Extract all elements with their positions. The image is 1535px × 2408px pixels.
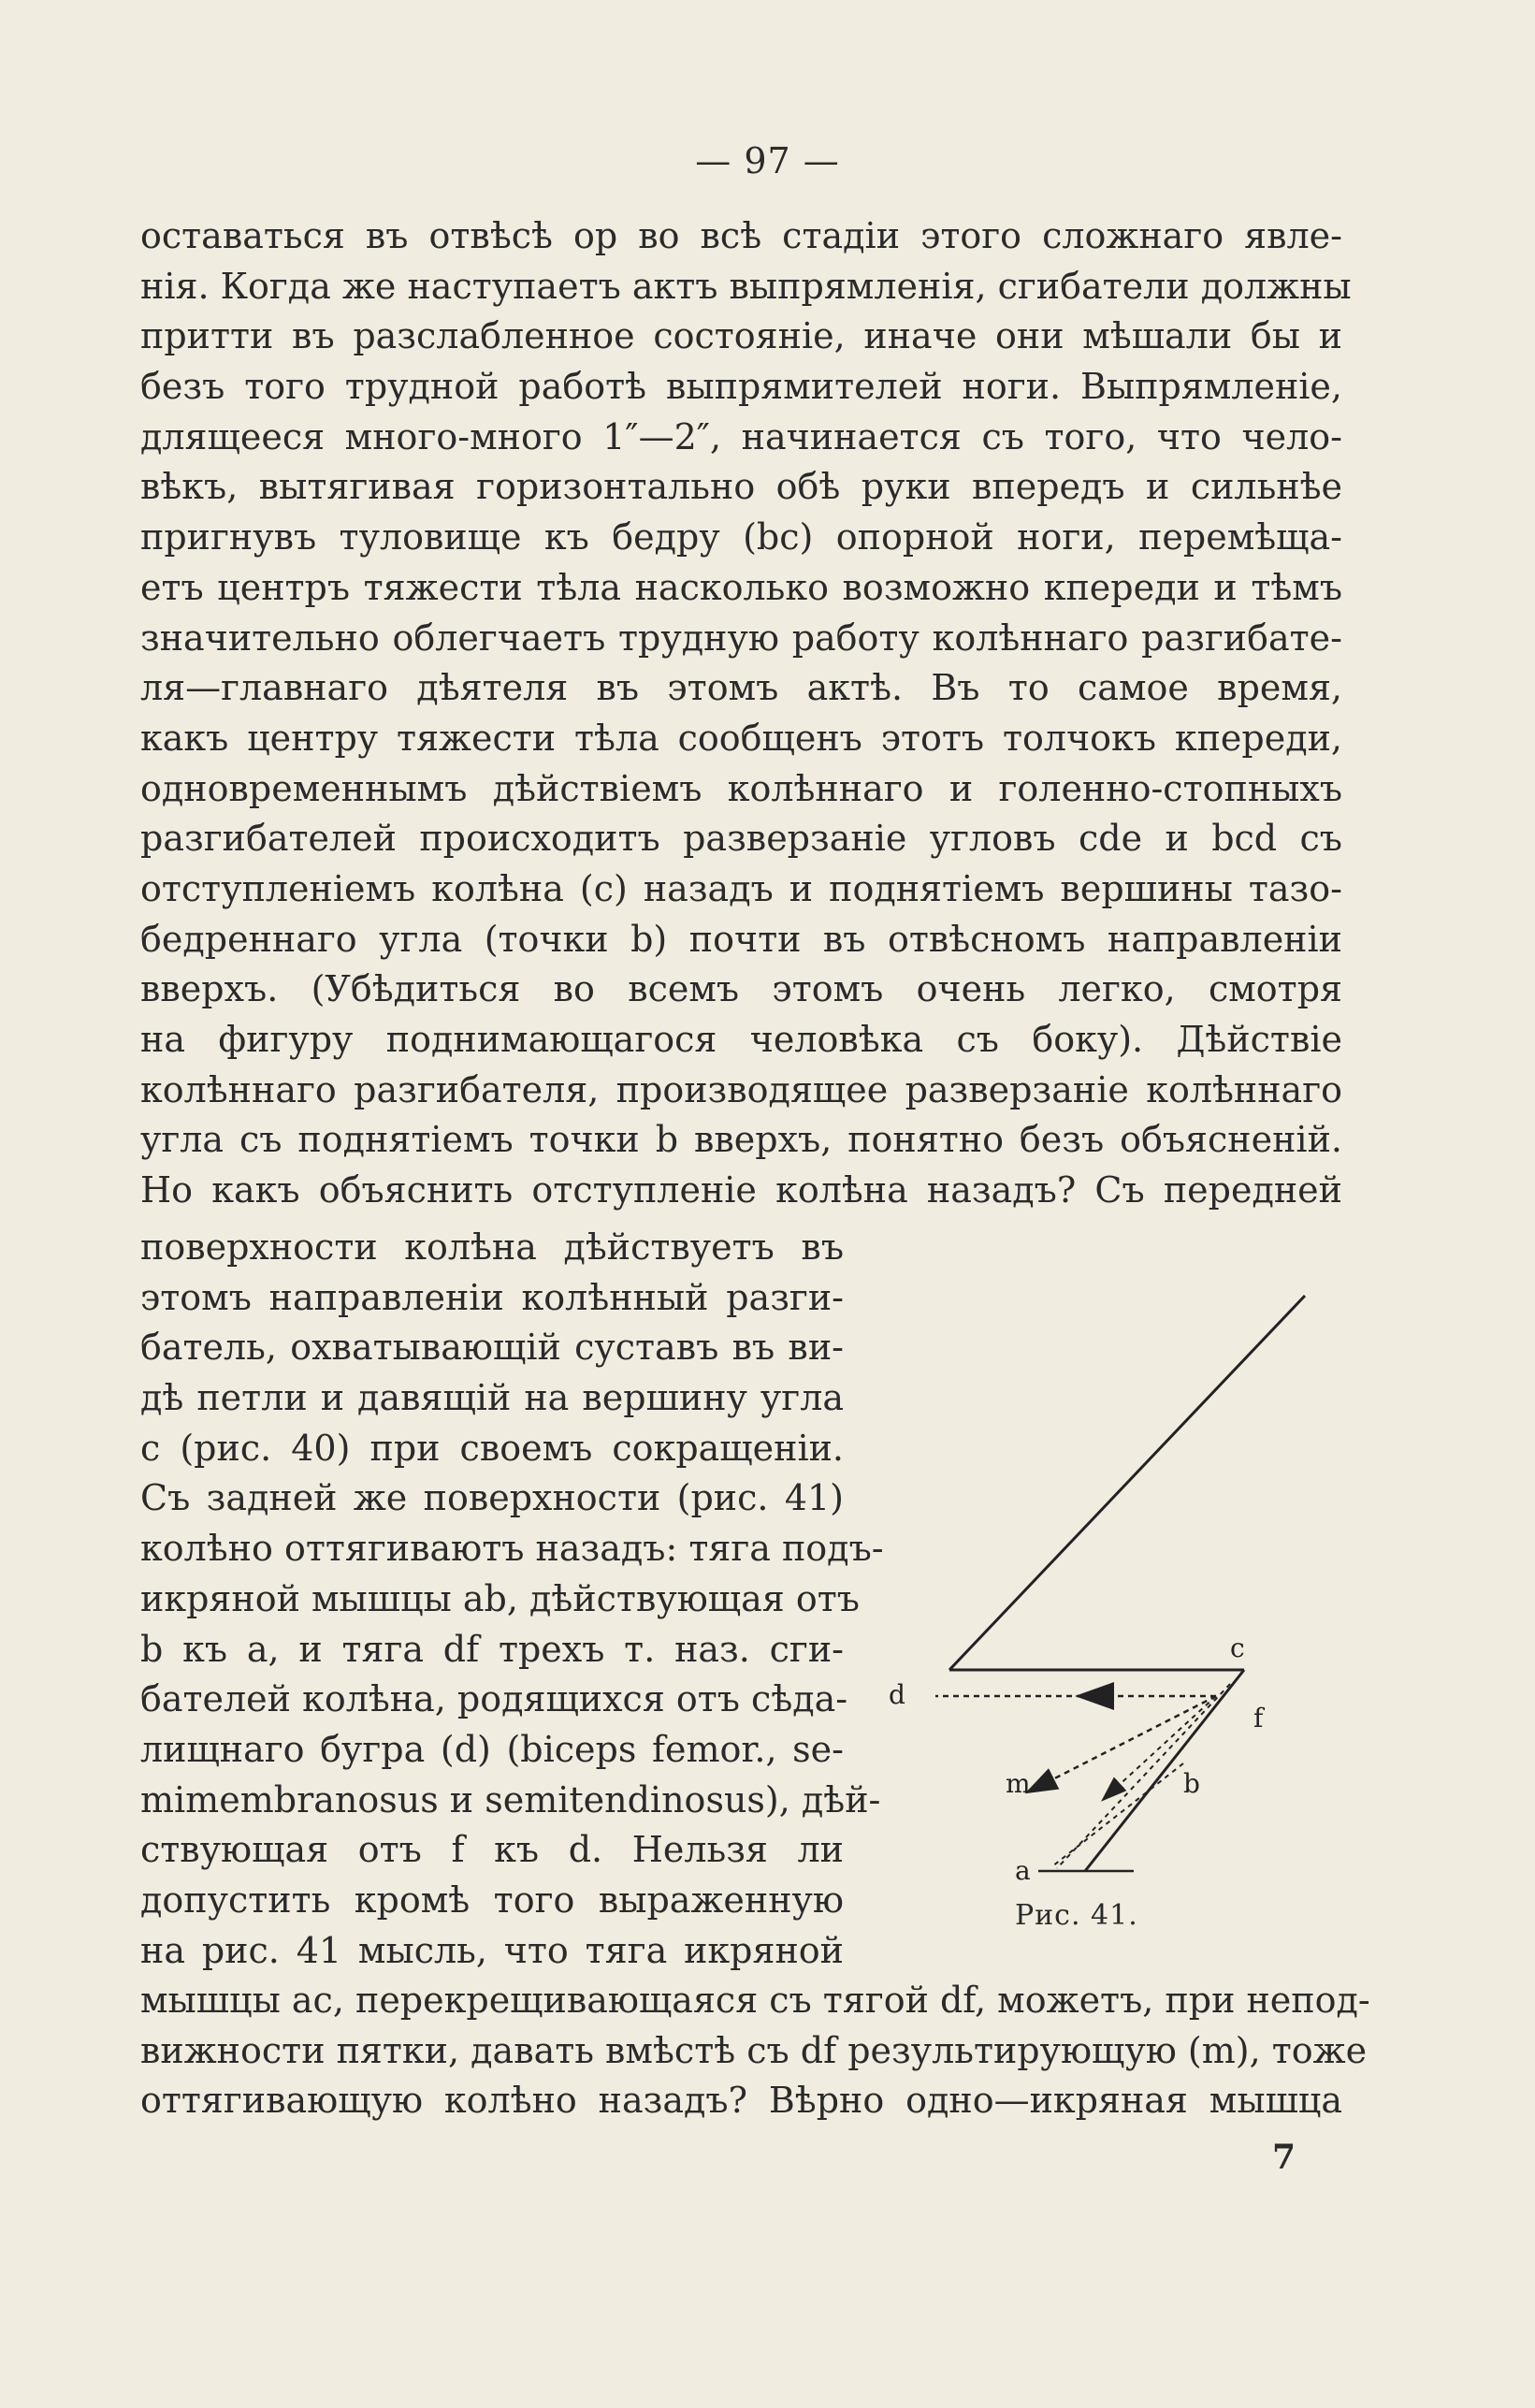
leg-diagram	[879, 1286, 1310, 1969]
text-line: одновременнымъ дѣйствіемъ колѣннаго и голенно-стопныхъ	[140, 767, 1342, 809]
pull-ac	[1057, 1684, 1230, 1868]
text-line: угла съ поднятіемъ точки b вверхъ, понятно безъ объясненій.	[140, 1119, 1342, 1161]
figure-caption: Рис. 41.	[1015, 1899, 1138, 1932]
text-line: этомъ направленіи колѣнный разги-	[140, 1276, 844, 1318]
text-line: Но какъ объяснить отступленіе колѣна назадъ? Съ передней	[140, 1169, 1342, 1211]
text-line: на фигуру поднимающагося человѣка съ боку). Дѣйствіе	[140, 1019, 1342, 1060]
text-line: батель, охватывающій суставъ въ ви-	[140, 1327, 844, 1369]
text-line: вижности пятки, давать вмѣстѣ съ df результирующую (m), тоже	[140, 2029, 1368, 2071]
label-a: a	[1015, 1855, 1031, 1886]
text-line: вѣкъ, вытягивая горизонтально обѣ руки впередъ и сильнѣе	[140, 466, 1342, 508]
text-line: пригнувъ туловище къ бедру (bc) опорной ноги, перемѣща-	[140, 516, 1342, 558]
text-line: поверхности колѣна дѣйствуетъ въ	[140, 1226, 844, 1268]
text-line: безъ того трудной работѣ выпрямителей ноги. Выпрямленіе,	[140, 366, 1342, 408]
text-line: етъ центръ тяжести тѣла насколько возможно кпереди и тѣмъ	[140, 566, 1342, 608]
text-line: отступленіемъ колѣна (c) назадъ и поднятіемъ вершины тазо-	[140, 867, 1342, 909]
text-line: оставаться въ отвѣсѣ op во всѣ стадіи этого сложнаго явле-	[140, 215, 1342, 256]
text-line: mimembranosus и semitendinosus), дѣй-	[140, 1778, 881, 1821]
text-line: притти въ разслабленное состояніе, иначе они мѣшали бы и	[140, 315, 1342, 357]
text-line: икряной мышцы ab, дѣйствующая отъ	[140, 1577, 860, 1619]
label-d: d	[889, 1679, 905, 1710]
text-line: оттягивающую колѣно назадъ? Вѣрно одно—икряная мышца	[140, 2080, 1342, 2122]
label-f: f	[1253, 1703, 1264, 1733]
page-number: — 97 —	[695, 140, 840, 181]
text-line: b къ a, и тяга df трехъ т. наз. сги-	[140, 1628, 844, 1670]
pull-ab	[1052, 1763, 1183, 1866]
label-b: b	[1183, 1768, 1200, 1799]
paragraph-beside-figure	[140, 1223, 884, 1976]
text-line: длящееся много-много 1″—2″, начинается съ того, что чело-	[140, 415, 1342, 457]
text-line: значительно облегчаетъ трудную работу колѣннаго разгибате-	[140, 617, 1342, 659]
text-line: разгибателей происходитъ разверзаніе угловъ cde и bcd съ	[140, 818, 1342, 860]
label-m: m	[1006, 1768, 1031, 1799]
signature-mark: 7	[1272, 2138, 1296, 2177]
text-line: ля—главнаго дѣятеля въ этомъ актѣ. Въ то самое время,	[140, 667, 1342, 709]
text-line: допустить кромѣ того выраженную	[140, 1879, 844, 1921]
paragraph-bottom	[140, 1976, 1370, 2126]
text-line: ствующая отъ f къ d. Нельзя ли	[140, 1829, 844, 1871]
figure-41	[879, 1286, 1310, 1969]
text-line: какъ центру тяжести тѣла сообщенъ этотъ толчокъ кпереди,	[140, 717, 1342, 759]
text-line: мышцы ac, перекрещивающаяся съ тягой df, можетъ, при непод-	[140, 1980, 1370, 2021]
label-c: c	[1230, 1632, 1245, 1663]
text-line: вверхъ. (Убѣдиться во всемъ этомъ очень легко, смотря	[140, 968, 1342, 1010]
text-line: нія. Когда же наступаетъ актъ выпрямленія, сгибатели должны	[140, 265, 1352, 307]
text-line: бателей колѣна, родящихся отъ сѣда-	[140, 1678, 848, 1720]
text-line: бедреннаго угла (точки b) почти въ отвѣсномъ направленіи	[140, 918, 1342, 960]
text-line: Съ задней же поверхности (рис. 41)	[140, 1477, 844, 1519]
shin-line	[1085, 1670, 1244, 1871]
paragraph-top	[140, 211, 1352, 1216]
text-line: дѣ петли и давящій на вершину угла	[140, 1377, 844, 1419]
text-line: на рис. 41 мысль, что тяга икряной	[140, 1929, 844, 1971]
thigh-line	[949, 1296, 1305, 1670]
text-line: колѣннаго разгибателя, производящее разверзаніе колѣннаго	[140, 1068, 1342, 1110]
text-line: c (рис. 40) при своемъ сокращеніи.	[140, 1427, 844, 1469]
text-line: лищнаго бугра (d) (biceps femor., se-	[140, 1728, 844, 1770]
text-line: колѣно оттягиваютъ назадъ: тяга подъ-	[140, 1528, 884, 1570]
